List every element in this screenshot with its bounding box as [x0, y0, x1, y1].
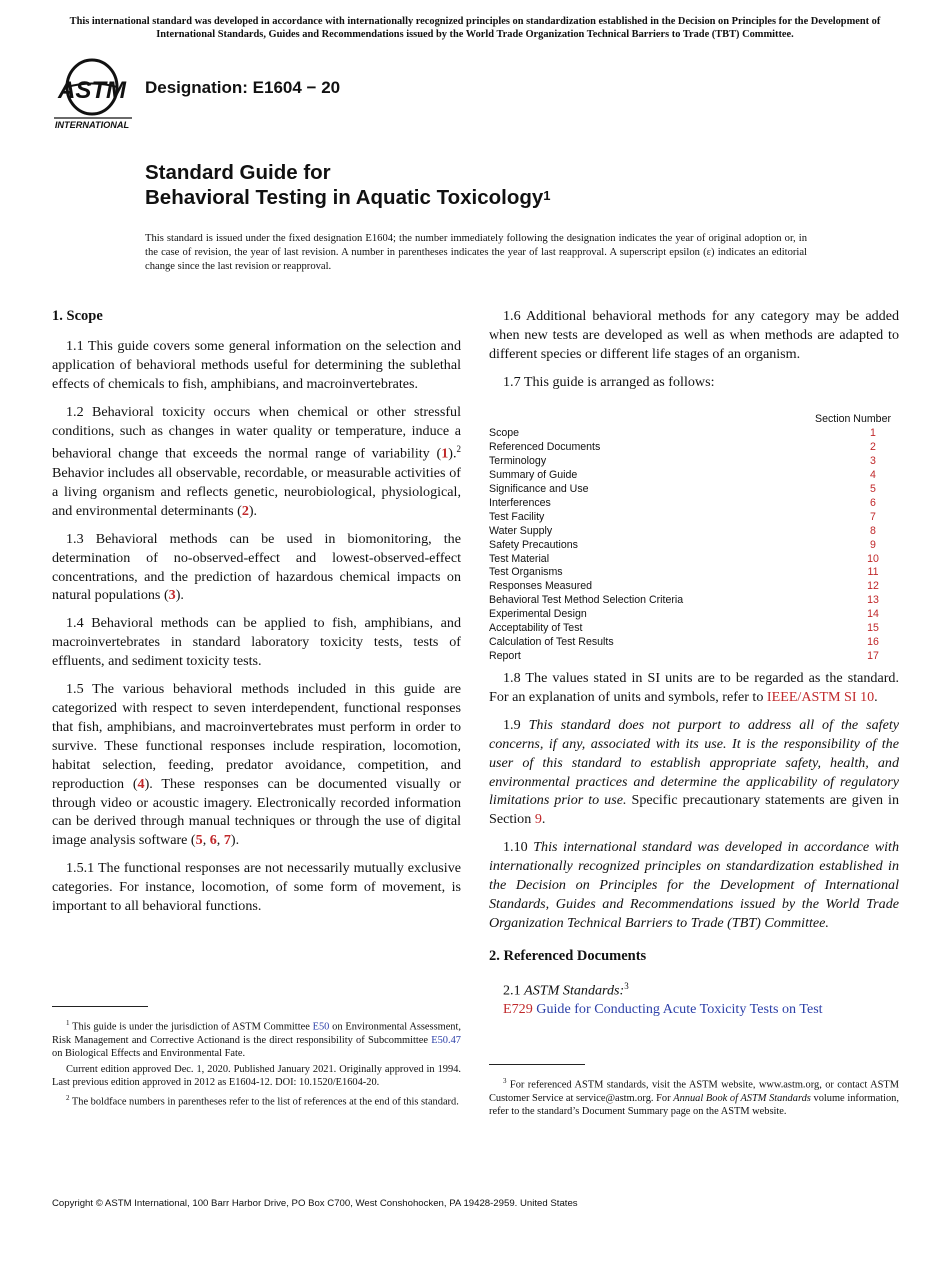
footnote-1: $^1$ This guide is under the jurisdiction of ASTM Committee E50 on Environmental Assessment, Risk Management and Corrective Actionand is the direct responsibility of Subcommittee E50.47 on Biological Effects and Environmental Fate. [52, 1019, 461, 1059]
toc-row [489, 427, 893, 441]
reference-link-6[interactable]: 6 [209, 832, 217, 849]
toc-row [489, 622, 893, 636]
para-1-5: 1.5 The various behavioral methods included in this guide are categorized with respect to seven interdependent, functional responses that fish, amphibians, and macroinvertebrates must perform in order to survive. These functional responses include respiration, locomotion, habitat selection, feeding, predator avoidance, competition, and reproduction (4). These responses can be documented visually or through video or acoustic imagery. Electronically recorded information can be derived through manual techniques or through the use of digital image analysis software (5, 6, 7). [52, 681, 461, 849]
toc-row [489, 511, 893, 525]
issued-note: This standard is issued under the fixed designation E1604; the number immediately following the designation indicates the year of original adoption or, in the case of revision, the year of last revision. A number in parentheses indicates the year of last reapproval. A superscript epsilon (ε) indicates an editorial change since the last revision or reapproval. [145, 233, 807, 272]
toc-row [489, 650, 893, 664]
section-9-link[interactable]: 9 [534, 811, 542, 828]
toc-row [489, 608, 893, 622]
toc-row [489, 636, 893, 650]
footnote-3: $^3$ For referenced ASTM standards, visit the ASTM website, www.astm.org, or contact ASTM Customer Service at service@astm.org. For Annual Book of ASTM Standards volume information, refer to the standard’s Document Summary page on the ASTM website. [489, 1077, 899, 1117]
left-column [52, 307, 461, 925]
para-1-4: 1.4 Behavioral methods can be applied to fish, amphibians, and macroinvertebrates in standard laboratory toxicity tests, tests of effluents, and sediment toxicity tests. [52, 615, 461, 670]
toc-row [489, 469, 893, 483]
reference-link-5[interactable]: 5 [195, 832, 203, 849]
toc-section-number[interactable]: 12 [867, 580, 879, 593]
toc-label: Referenced Documents [489, 440, 601, 453]
toc-label: Test Organisms [489, 566, 563, 579]
toc-row [489, 566, 893, 580]
e729-code-link[interactable]: E729 [503, 1001, 533, 1018]
toc-label: Test Material [489, 552, 550, 565]
footnote-mark-2: 2 [456, 444, 461, 455]
toc-section-number[interactable]: 4 [870, 468, 876, 481]
toc-label: Experimental Design [489, 608, 587, 621]
toc-section-number[interactable]: 5 [870, 482, 876, 495]
toc-section-number[interactable]: 3 [870, 454, 876, 467]
toc-row [489, 553, 893, 567]
toc-label: Calculation of Test Results [489, 636, 614, 649]
toc-section-number[interactable]: 14 [867, 608, 879, 621]
toc-header: Section Number [815, 413, 891, 425]
title-footnote-mark: 1 [543, 188, 551, 203]
toc-row [489, 455, 893, 469]
toc-row [489, 580, 893, 594]
toc-section-number[interactable]: 7 [870, 510, 876, 523]
reference-link-2[interactable]: 2 [241, 502, 249, 519]
reference-link-3[interactable]: 3 [168, 587, 176, 604]
para-1-8: 1.8 The values stated in SI units are to be regarded as the standard. For an explanation of units and symbols, refer to IEEE/ASTM SI 10. [489, 670, 899, 705]
page-title [145, 160, 551, 210]
toc-label: Report [489, 650, 521, 663]
toc-section-number[interactable]: 1 [870, 426, 876, 439]
toc-label: Summary of Guide [489, 468, 578, 481]
footnote-2: $^2$ The boldface numbers in parentheses refer to the list of references at the end of this standard. [66, 1094, 459, 1108]
toc-section-number[interactable]: 2 [870, 440, 876, 453]
astm-logo [54, 56, 134, 132]
committee-link-e50[interactable]: E50 [312, 1021, 330, 1033]
footnote-divider-right [489, 1064, 585, 1065]
copyright-footer: Copyright © ASTM International, 100 Barr Harbor Drive, PO Box C700, West Conshohocken, PA 19428-2959. United States [52, 1198, 578, 1209]
toc-row [489, 594, 893, 608]
logo-sub: INTERNATIONAL [54, 120, 130, 130]
para-1-9: 1.9 This standard does not purport to address all of the safety concerns, if any, associated with its use. It is the responsibility of the user of this standard to establish appropriate safety, health, and environmental practices and determine the applicability of regulatory limitations prior to use. Specific precautionary statements are given in Section 9. [489, 716, 900, 828]
top-notice: This international standard was developed in accordance with internationally recognized principles on standardization established in the Decision on Principles for the Development of International Standards, Guides and Recommendations issued by the World Trade Organization Technical Barriers to Trade (TBT) Committee. [69, 16, 881, 40]
toc-row [489, 539, 893, 553]
toc-label: Responses Measured [489, 580, 593, 593]
toc-section-number[interactable]: 15 [867, 622, 879, 635]
section-heading-scope: 1. Scope [52, 308, 103, 324]
para-1-10: 1.10 This international standard was developed in accordance with internationally recognized principles on standardization established in the Decision on Principles for the Development of International Standards, Guides and Recommendations issued by the World Trade Organization Technical Barriers to Trade (TBT) Committee. [489, 839, 900, 931]
reference-link-1[interactable]: 1 [441, 446, 449, 463]
footnotes-left [52, 1017, 461, 1112]
section-heading-referenced: 2. Referenced Documents [489, 947, 647, 964]
para-1-7: 1.7 This guide is arranged as follows: [503, 373, 715, 390]
footnote-divider-left [52, 1006, 148, 1007]
toc-label: Terminology [489, 454, 547, 467]
toc-section-number[interactable]: 13 [867, 594, 879, 607]
para-1-3: 1.3 Behavioral methods can be used in biomonitoring, the determination of no-observed-effect and lowest-observed-effect concentrations, and the prediction of hazardous chemical impacts on natural populations (3). [52, 530, 461, 604]
toc-row [489, 497, 893, 511]
para-1-5-1: 1.5.1 The functional responses are not necessarily mutually exclusive categories. For instance, locomotion, of some form of movement, is important to all behavioral functions. [52, 860, 461, 915]
para-1-6: 1.6 Additional behavioral methods for any category may be added when new tests are developed as well as when methods are adapted to different species or different life stages of an organism. [489, 308, 899, 362]
title-line-2: Behavioral Testing in Aquatic Toxicology$^1$ [145, 186, 551, 209]
title-line-1: Standard Guide for [145, 161, 331, 184]
toc-label: Interferences [489, 496, 551, 509]
toc-label: Behavioral Test Method Selection Criteria [489, 594, 684, 607]
designation: Designation: E1604 − 20 [145, 78, 341, 97]
toc-row [489, 441, 893, 455]
reference-link-7[interactable]: 7 [223, 832, 231, 849]
toc-section-number[interactable]: 8 [870, 524, 876, 537]
toc-label: Test Facility [489, 510, 545, 523]
toc-section-number[interactable]: 11 [867, 566, 879, 579]
toc-section-number[interactable]: 6 [870, 496, 876, 509]
toc-label: Significance and Use [489, 482, 589, 495]
reference-link-4[interactable]: 4 [137, 775, 145, 792]
toc-section-number[interactable]: 10 [867, 552, 879, 565]
toc-label: Safety Precautions [489, 538, 578, 551]
si10-link[interactable]: IEEE/ASTM SI 10 [766, 688, 875, 705]
toc-label: Water Supply [489, 524, 553, 537]
ref-e729 [489, 1000, 899, 1019]
footnote-1-edition: Current edition approved Dec. 1, 2020. Published January 2021. Originally approved in 1994. Last previous edition approved in 2012 as E1604-12. DOI: 10.1520/E1604-20. [52, 1064, 461, 1089]
para-2-1: 2.1 ASTM Standards:$^3$ [503, 980, 629, 999]
subcommittee-link-e5047[interactable]: E50.47 [431, 1034, 461, 1046]
right-column-top [489, 307, 899, 401]
toc-label: Scope [489, 426, 520, 439]
section-table [489, 413, 893, 664]
toc-label: Acceptability of Test [489, 622, 583, 635]
toc-row [489, 525, 893, 539]
toc-section-number[interactable]: 9 [870, 538, 876, 551]
para-1-2: 1.2 Behavioral toxicity occurs when chemical or other stressful conditions, such as changes in water quality or temperature, induce a behavioral change that exceeds the normal range of variability (1).$^2$ Behavior includes all observable, recordable, or measurable activities of a living organism and reflects genetic, neurobiological, physiological, and environmental determinants (2). [52, 403, 461, 519]
toc-section-number[interactable]: 16 [867, 636, 879, 649]
e729-title-link[interactable]: Guide for Conducting Acute Toxicity Tests on Test [532, 1001, 823, 1018]
right-column-bottom [489, 669, 899, 1028]
footnotes-right [489, 1075, 899, 1121]
logo-letters: ASTM [58, 77, 126, 104]
para-1-1: 1.1 This guide covers some general information on the selection and application of behavioral methods useful for determining the sublethal effects of chemicals to fish, amphibians, and macroinvertebrates. [52, 337, 461, 392]
toc-row [489, 483, 893, 497]
toc-section-number[interactable]: 17 [867, 650, 879, 663]
